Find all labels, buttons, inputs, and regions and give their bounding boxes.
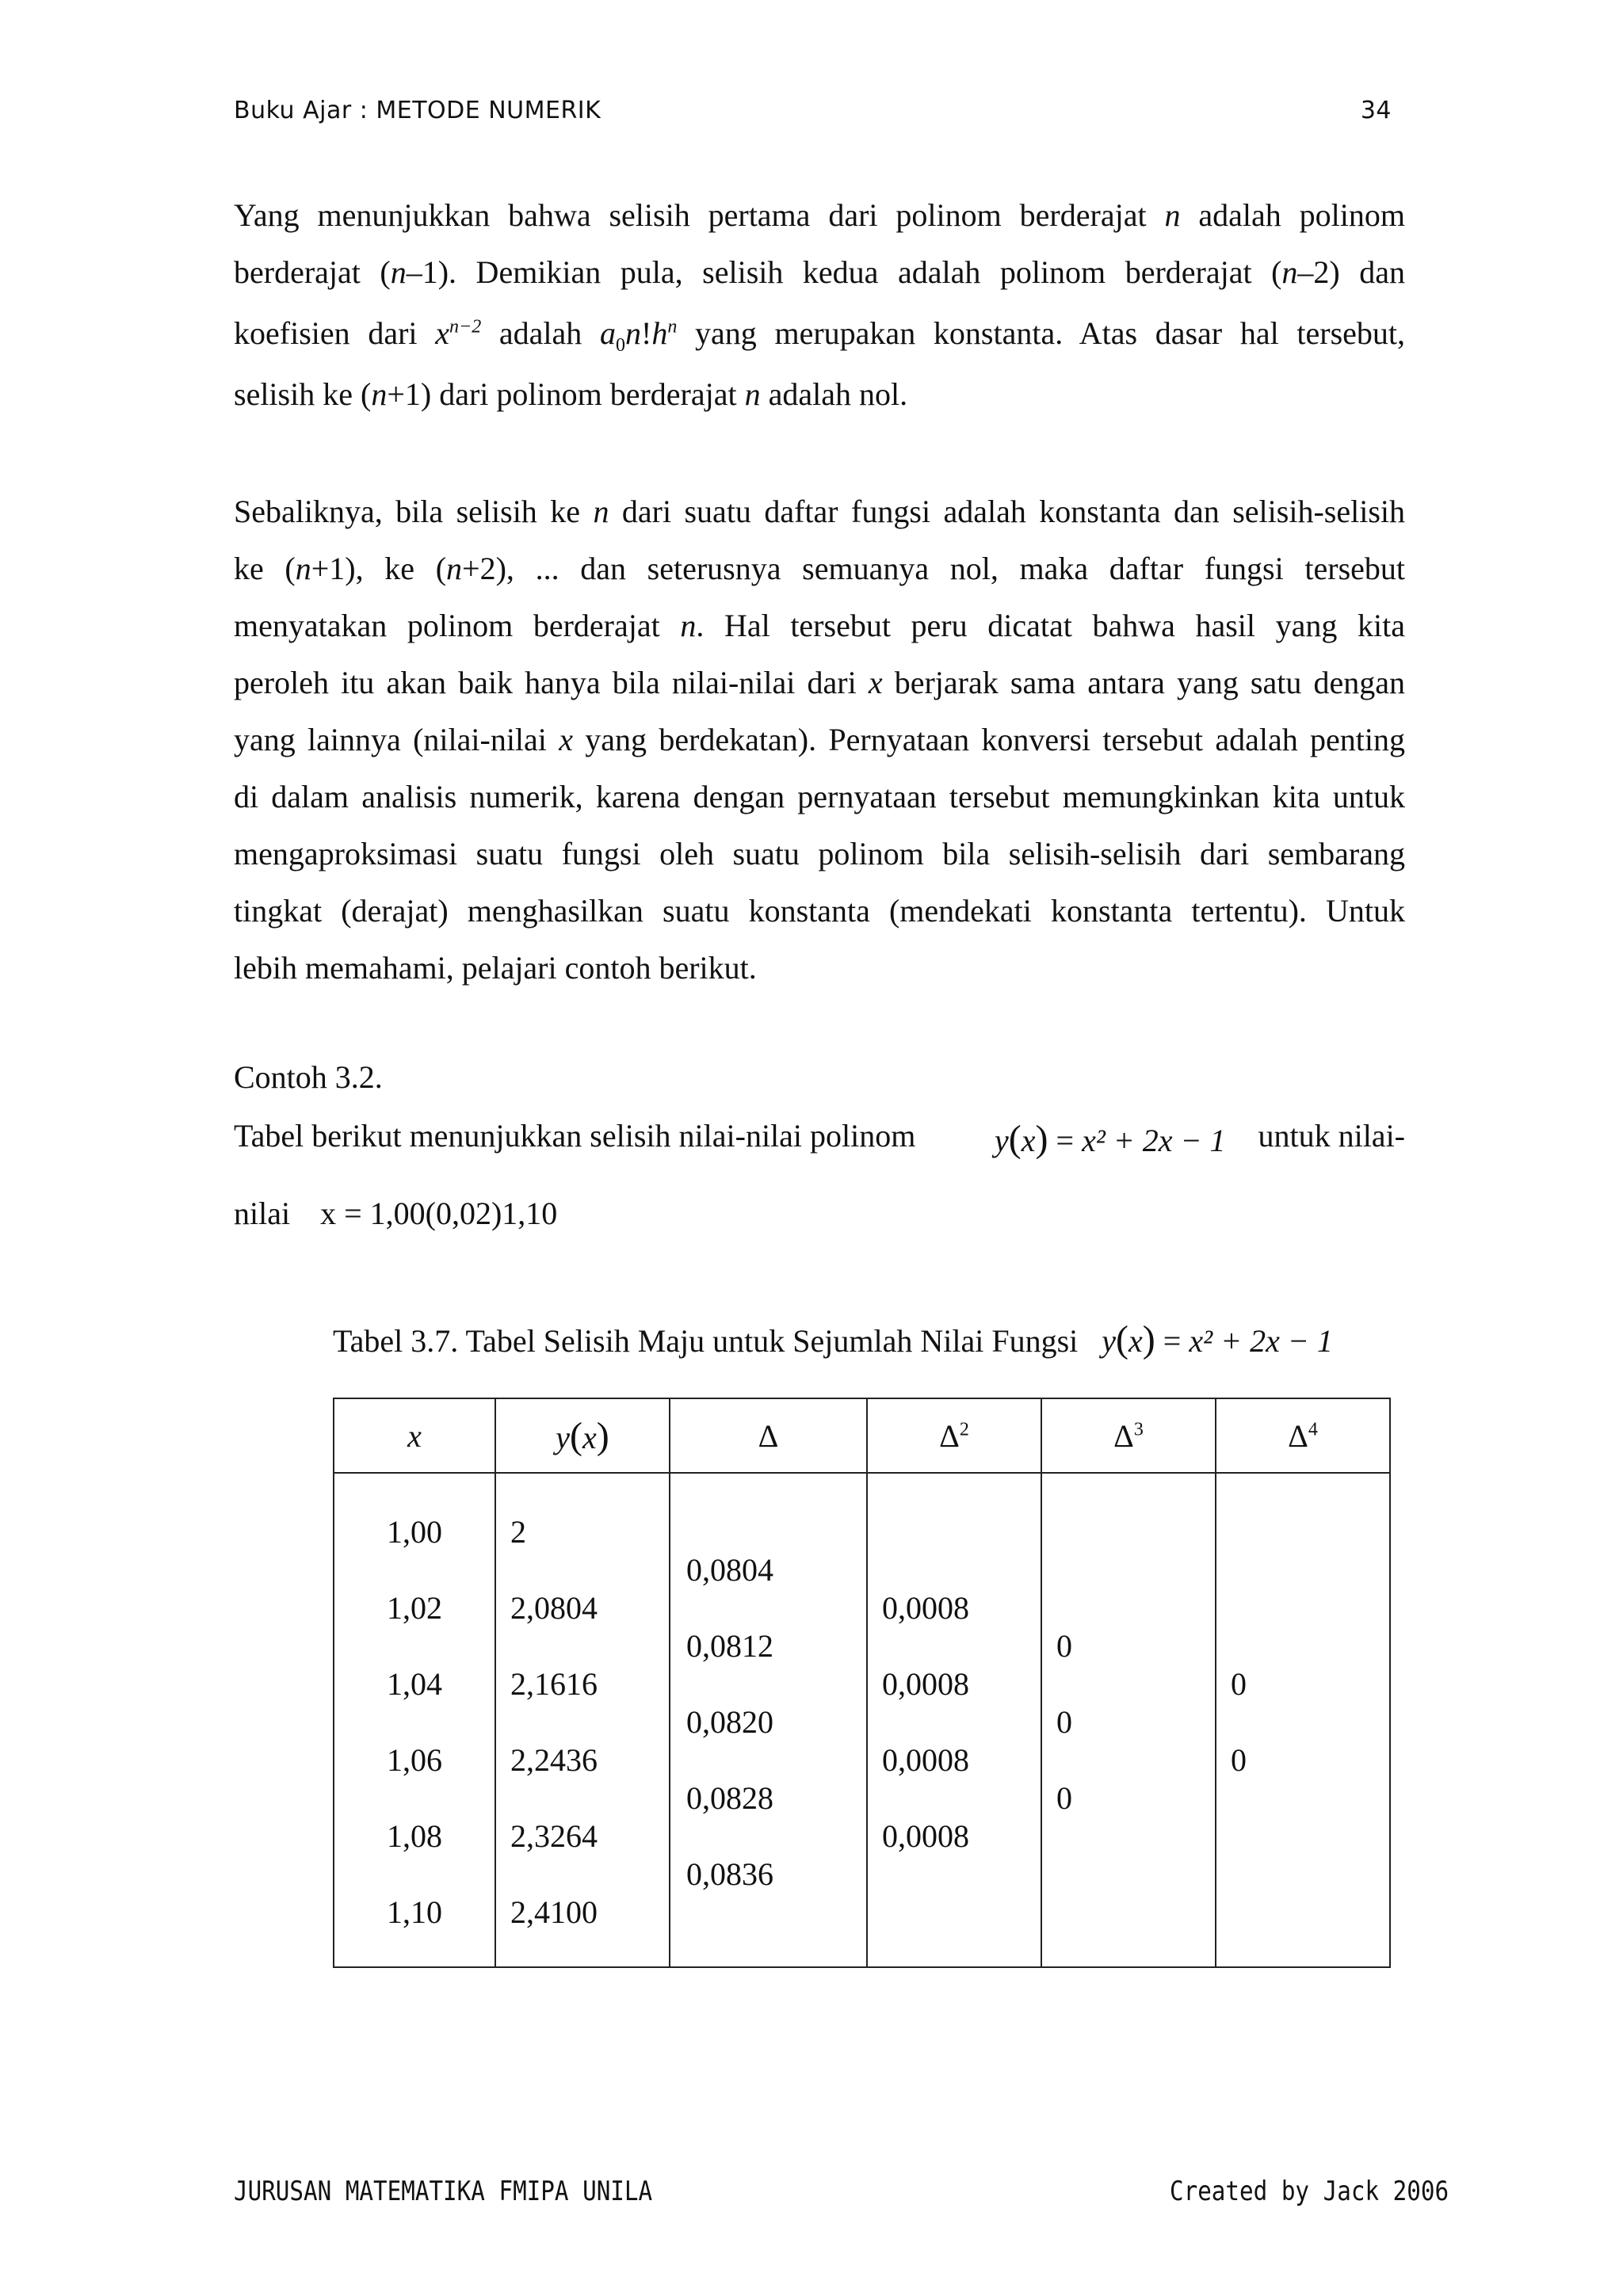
- delta3-value: 0: [1056, 1628, 1072, 1664]
- delta4-value: 0: [1231, 1742, 1247, 1778]
- header-x: x: [334, 1398, 495, 1473]
- delta1-value: 0,0828: [686, 1780, 773, 1816]
- footer-credit: Created by Jack 2006: [1170, 2176, 1449, 2207]
- col-delta-4: [1216, 1473, 1390, 1967]
- paragraph-2: Sebaliknya, bila selisih ke n dari suatu daftar fungsi adalah konstanta dan selisih-selisih ke (n+1), ke (n+2), ... dan seterusnya semuanya nol, maka daftar fungsi tersebut menyatakan polinom berderajat n. Hal tersebut peru dicatat bahwa hasil yang kita peroleh itu akan baik hanya bila nilai-nilai dari x berjarak sama antara yang satu dengan yang lainnya (nilai-nilai x yang berdekatan). Pernyataan konversi tersebut adalah penting di dalam analisis numerik, karena dengan pernyataan tersebut memungkinkan kita untuk mengaproksimasi suatu fungsi oleh suatu polinom bila selisih-selisih dari sembarang tingkat (derajat) menghasilkan suatu konstanta (mendekati konstanta tertentu). Untuk lebih memahami, pelajari contoh berikut.: [234, 494, 1406, 986]
- delta3-value: 0: [1056, 1780, 1072, 1816]
- forward-difference-table: [333, 1398, 1391, 1968]
- table-header-row: [334, 1398, 1390, 1473]
- header-delta-3: $\Delta^3$: [1041, 1398, 1216, 1473]
- delta2-value: 0,0008: [882, 1742, 969, 1778]
- y-value: 2,2436: [510, 1742, 598, 1778]
- x-value: 1,04: [387, 1666, 442, 1702]
- delta1-value: 0,0804: [686, 1552, 773, 1588]
- range-formula: x = 1,00(0,02)1,10: [320, 1196, 558, 1231]
- x-value: 1,00: [387, 1514, 442, 1550]
- x-value: 1,02: [387, 1590, 442, 1626]
- header-delta-2: $\Delta^2$: [867, 1398, 1041, 1473]
- col-delta-2: [867, 1473, 1041, 1967]
- paragraph-1: Yang menunjukkan bahwa selisih pertama dari polinom berderajat n adalah polinom berderajat (n–1). Demikian pula, selisih kedua adalah polinom berderajat (n–2) dan koefisien dari $x^{n-2}$ adalah $a_0n!h^n$ yang merupakan konstanta. Atas dasar hal tersebut, selisih ke (n+1) dari polinom berderajat n adalah nol.: [234, 197, 1406, 412]
- delta1-value: 0,0836: [686, 1856, 773, 1892]
- delta4-value: 0: [1231, 1666, 1247, 1702]
- header-y: y(x): [495, 1398, 670, 1473]
- y-value: 2: [510, 1514, 526, 1550]
- table-body-row: [334, 1473, 1390, 1967]
- header-delta-4: $\Delta^4$: [1216, 1398, 1390, 1473]
- delta2-value: 0,0008: [882, 1818, 969, 1854]
- delta3-value: 0: [1056, 1704, 1072, 1740]
- polynomial-formula: y(x) = x² + 2x − 1: [995, 1118, 1226, 1160]
- delta1-value: 0,0820: [686, 1704, 773, 1740]
- y-value: 2,4100: [510, 1894, 598, 1930]
- y-value: 2,1616: [510, 1666, 598, 1702]
- delta2-value: 0,0008: [882, 1590, 969, 1626]
- example-line-2: nilai x = 1,00(0,02)1,10: [234, 1196, 558, 1231]
- running-header-title: Buku Ajar : METODE NUMERIK: [234, 97, 601, 124]
- formula-a0-n-fact-h-n: $a_0n!h^n$: [600, 315, 678, 356]
- y-value: 2,3264: [510, 1818, 598, 1854]
- col-y: [495, 1473, 670, 1967]
- table-caption: Tabel 3.7. Tabel Selisih Maju untuk Sejumlah Nilai Fungsi y(x) = x² + 2x − 1: [333, 1318, 1333, 1360]
- footer-department: JURUSAN MATEMATIKA FMIPA UNILA: [234, 2176, 653, 2207]
- col-delta-3: [1041, 1473, 1216, 1967]
- delta2-value: 0,0008: [882, 1666, 969, 1702]
- col-x: [334, 1473, 495, 1967]
- y-value: 2,0804: [510, 1590, 598, 1626]
- header-delta: Δ: [670, 1398, 867, 1473]
- x-value: 1,10: [387, 1894, 442, 1930]
- delta1-value: 0,0812: [686, 1628, 773, 1664]
- example-title: Contoh 3.2.: [234, 1059, 383, 1095]
- page-number: 34: [1360, 97, 1392, 124]
- x-value: 1,06: [387, 1742, 442, 1778]
- col-delta-1: [670, 1473, 867, 1967]
- x-value: 1,08: [387, 1818, 442, 1854]
